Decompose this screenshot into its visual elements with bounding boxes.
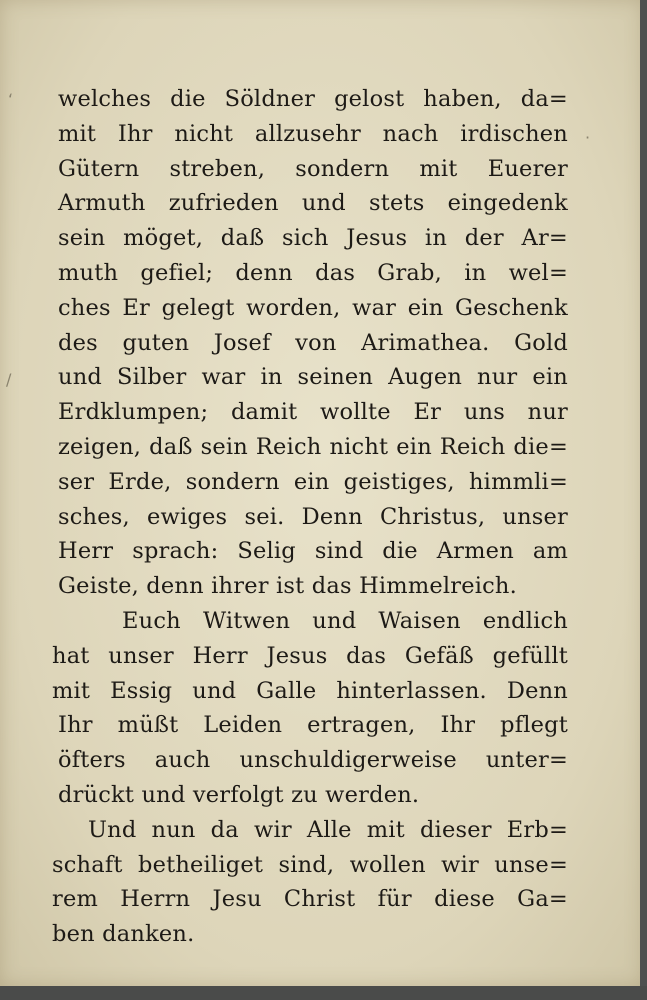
text-line: ben danken. — [52, 921, 195, 948]
text-line: Armuth zufrieden und stets eingedenk — [58, 190, 568, 217]
paragraph-start-line: Und nun da wir Alle mit dieser Erb= — [88, 816, 568, 843]
text-line: ches Er gelegt worden, war ein Geschenk — [58, 294, 568, 321]
text-line: Gütern streben, sondern mit Euerer — [58, 155, 568, 182]
text-line: mit Essig und Galle hinterlassen. Denn — [52, 677, 568, 704]
text-line: welches die Söldner gelost haben, da= — [58, 86, 568, 112]
text-line: mit Ihr nicht allzusehr nach irdischen — [58, 120, 568, 147]
text-line: des guten Josef von Arimathea. Gold — [58, 329, 568, 356]
text-line: zeigen, daß sein Reich nicht ein Reich die= — [58, 433, 568, 460]
text-line: Herr sprach: Selig sind die Armen am — [58, 538, 568, 565]
text-line: Geiste, denn ihrer ist das Himmelreich. — [58, 573, 517, 600]
text-line: rem Herrn Jesu Christ für diese Ga= — [52, 886, 568, 913]
text-line: Ihr müßt Leiden ertragen, Ihr pflegt — [58, 712, 568, 739]
text-line: und Silber war in seinen Augen nur ein — [58, 364, 568, 391]
text-line: hat unser Herr Jesus das Gefäß gefüllt — [52, 642, 568, 669]
paragraph-start-line: Euch Witwen und Waisen endlich — [122, 607, 568, 634]
margin-mark: · — [585, 128, 591, 147]
margin-mark: / — [6, 370, 12, 389]
text-line: öfters auch unschuldigerweise unter= — [58, 747, 568, 774]
margin-mark: ‘ — [8, 90, 14, 109]
text-line: ser Erde, sondern ein geistiges, himmli= — [58, 468, 568, 495]
body-text — [52, 82, 568, 952]
text-line: sein möget, daß sich Jesus in der Ar= — [58, 225, 568, 252]
background-edge — [0, 986, 647, 1000]
text-line: Erdklumpen; damit wollte Er uns nur — [58, 399, 568, 426]
text-line: drückt und verfolgt zu werden. — [58, 781, 420, 808]
background-edge — [640, 0, 647, 1000]
text-line: schaft betheiliget sind, wollen wir unse= — [52, 851, 568, 878]
text-line: muth gefiel; denn das Grab, in wel= — [58, 259, 568, 286]
text-line: sches, ewiges sei. Denn Christus, unser — [58, 503, 568, 530]
